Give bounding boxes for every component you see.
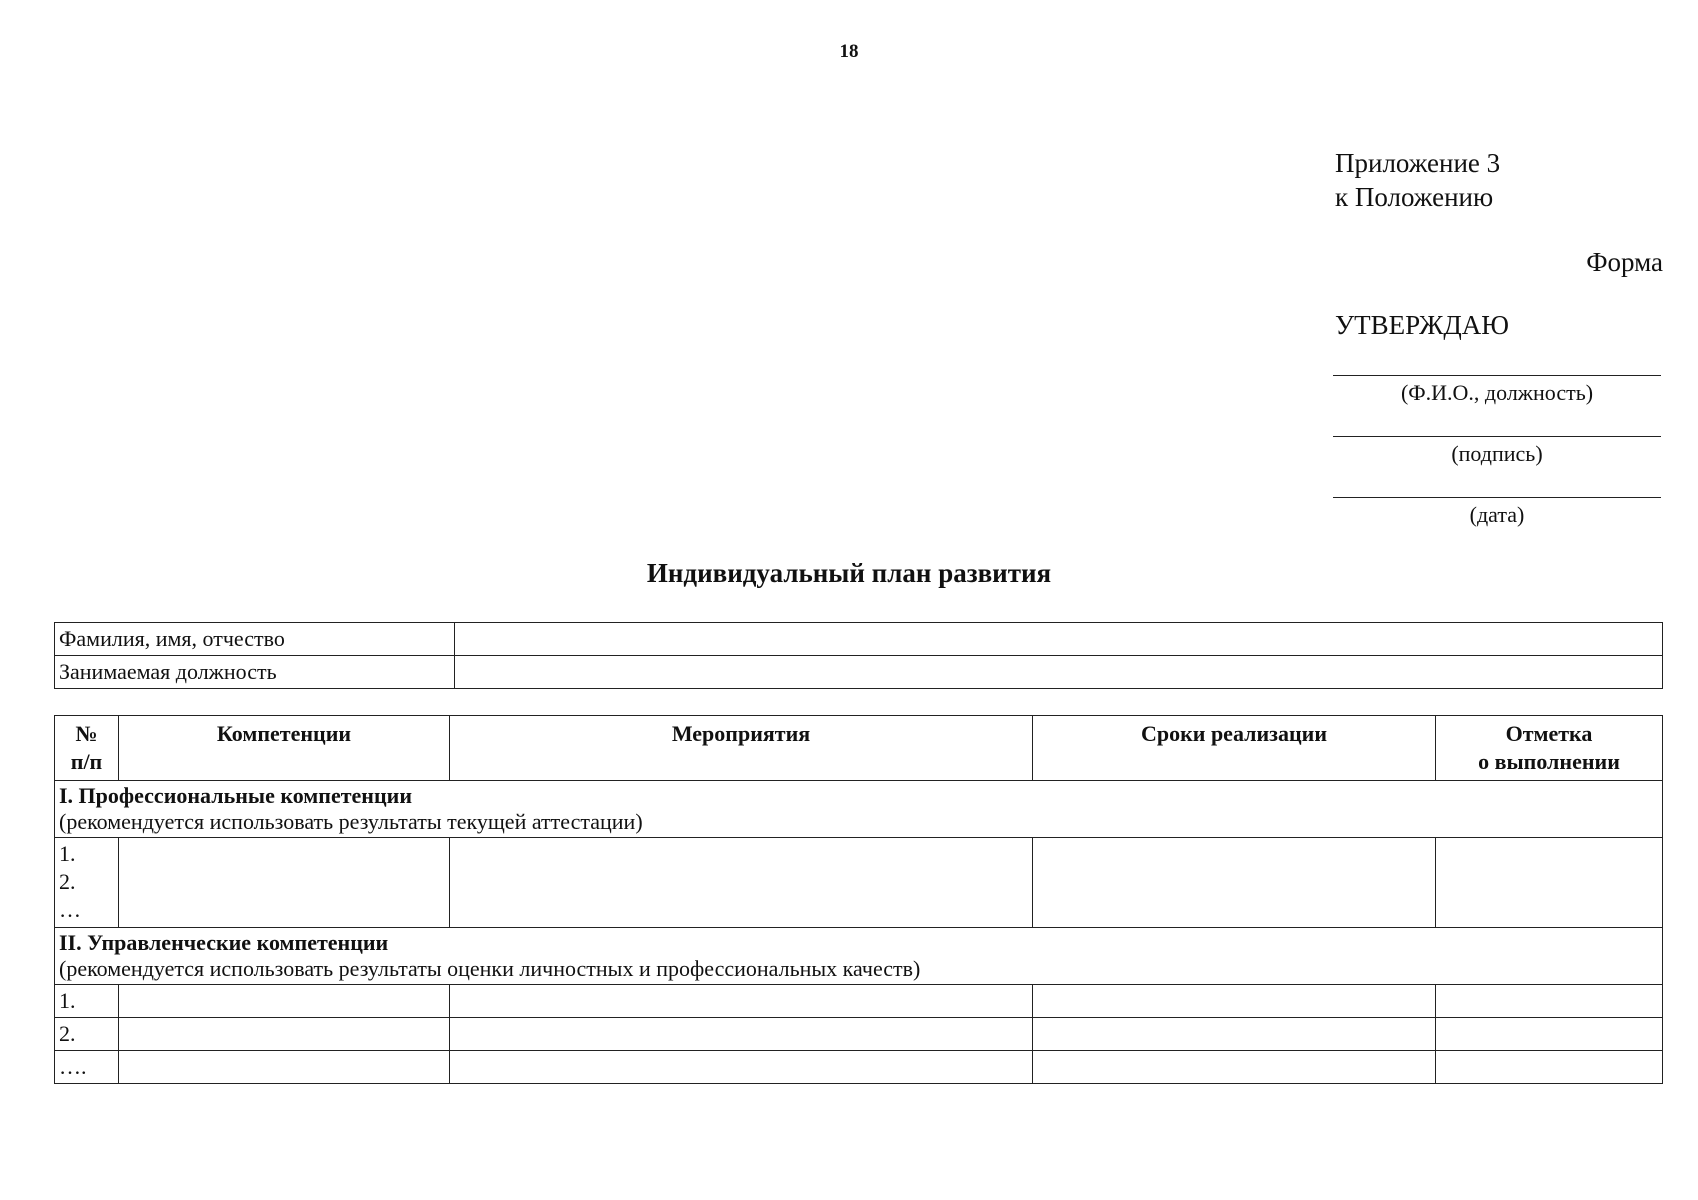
section-title: I. Профессиональные компетенции (59, 783, 412, 808)
section-note: (рекомендуется использовать результаты оценки личностных и профессиональных качеств) (59, 956, 921, 981)
header-number (55, 716, 119, 781)
item-number: 2. (59, 869, 76, 894)
table-row (55, 1018, 1663, 1051)
table-row (55, 623, 1663, 656)
cell-terms[interactable] (1033, 985, 1436, 1018)
section-note: (рекомендуется использовать результаты текущей аттестации) (59, 809, 643, 834)
item-number: 1. (59, 841, 76, 866)
document-title: Индивидуальный план развития (646, 558, 1052, 588)
info-value-fullname[interactable] (455, 623, 1663, 656)
signature-caption: (подпись) (1451, 441, 1543, 466)
cell-terms[interactable] (1033, 1018, 1436, 1051)
info-label-fullname: Фамилия, имя, отчество (55, 623, 455, 656)
annex-line-2: к Положению (1335, 182, 1494, 212)
section-managerial-row (55, 928, 1663, 985)
item-number: 2. (55, 1018, 119, 1051)
cell-terms[interactable] (1033, 838, 1436, 928)
info-value-position[interactable] (455, 656, 1663, 689)
cell-mark[interactable] (1436, 1018, 1663, 1051)
table-row (55, 1051, 1663, 1084)
signature-caption: (Ф.И.О., должность) (1400, 380, 1594, 405)
item-number: … (59, 897, 81, 922)
cell-mark[interactable] (1436, 838, 1663, 928)
section-professional-row (55, 781, 1663, 838)
header-mark-line-1: Отметка (1505, 721, 1593, 746)
item-number: …. (55, 1051, 119, 1084)
table-row (55, 838, 1663, 928)
signature-date (1333, 497, 1661, 528)
employee-info-table (54, 622, 1663, 689)
cell-competencies[interactable] (119, 838, 450, 928)
header-terms: Сроки реализации (1033, 716, 1436, 781)
header-competencies: Компетенции (119, 716, 450, 781)
approve-heading: УТВЕРЖДАЮ (1335, 310, 1510, 340)
section-title: II. Управленческие компетенции (59, 930, 389, 955)
signature-line (1333, 436, 1661, 437)
table-header-row (55, 716, 1663, 781)
cell-activities[interactable] (450, 838, 1033, 928)
info-label-position: Занимаемая должность (55, 656, 455, 689)
signature-caption: (дата) (1469, 502, 1525, 527)
section-professional (55, 781, 1663, 838)
development-plan-table (54, 715, 1663, 1084)
item-number: 1. (55, 985, 119, 1018)
cell-competencies[interactable] (119, 1018, 450, 1051)
cell-activities[interactable] (450, 1018, 1033, 1051)
annex-label (1335, 146, 1500, 214)
cell-terms[interactable] (1033, 1051, 1436, 1084)
header-mark (1436, 716, 1663, 781)
header-number-line-1: № (75, 721, 98, 746)
signature-name-position (1333, 375, 1661, 406)
header-number-line-2: п/п (70, 749, 103, 774)
cell-activities[interactable] (450, 985, 1033, 1018)
item-numbers (55, 838, 119, 928)
signature-line (1333, 375, 1661, 376)
table-row (55, 656, 1663, 689)
annex-line-1: Приложение 3 (1335, 148, 1501, 178)
cell-mark[interactable] (1436, 985, 1663, 1018)
form-label: Форма (1586, 247, 1663, 277)
signature-sign (1333, 436, 1661, 467)
section-managerial (55, 928, 1663, 985)
cell-activities[interactable] (450, 1051, 1033, 1084)
header-mark-line-2: о выполнении (1478, 749, 1620, 774)
cell-competencies[interactable] (119, 1051, 450, 1084)
page-number: 18 (839, 41, 859, 62)
table-row (55, 985, 1663, 1018)
header-activities: Мероприятия (450, 716, 1033, 781)
cell-mark[interactable] (1436, 1051, 1663, 1084)
cell-competencies[interactable] (119, 985, 450, 1018)
signature-line (1333, 497, 1661, 498)
